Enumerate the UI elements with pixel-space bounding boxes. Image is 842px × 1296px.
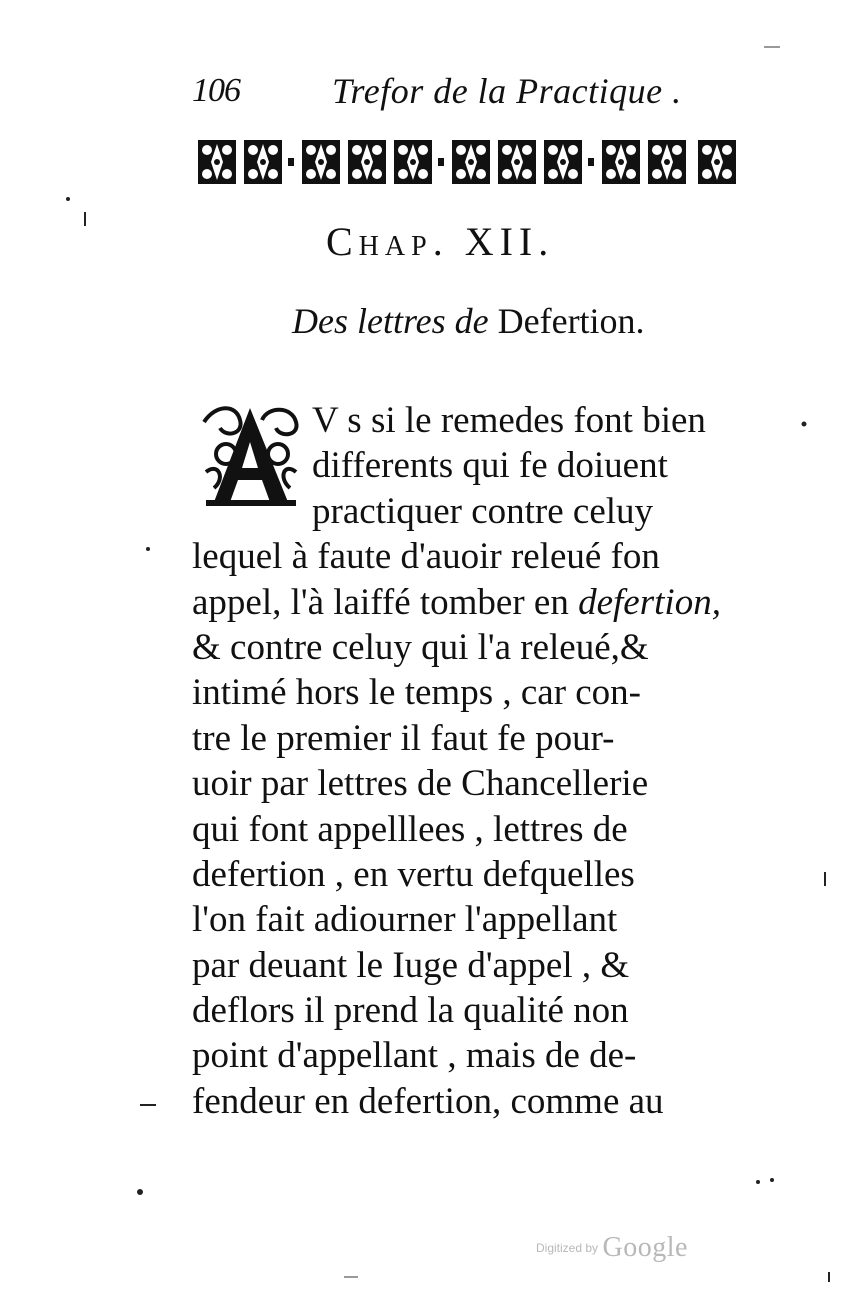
body-line: tre le premier il faut fe pour- [192, 717, 615, 759]
body-line: uoir par lettres de Chancellerie [192, 763, 649, 805]
body-text [192, 398, 752, 1124]
google-logo-text: Google [602, 1232, 688, 1263]
body-line: intimé hors le temps , car con- [192, 672, 642, 714]
body-line: deflors il prend la qualité non [192, 990, 629, 1032]
digitized-by-google-watermark [536, 1232, 688, 1264]
body-line: & contre celuy qui l'a releué,& [192, 626, 649, 668]
watermark-prefix: Digitized by [536, 1241, 599, 1255]
chapter-title-roman: Defertion. [497, 301, 645, 341]
body-line: qui font appelllees , lettres de [192, 808, 628, 850]
body-line: lequel à faute d'auoir releué fon [192, 536, 660, 578]
chapter-title [292, 300, 645, 342]
running-title: Trefor de la Practique . [332, 71, 682, 111]
chapter-heading: Chap. XII. [326, 219, 555, 264]
body-line [192, 580, 752, 625]
body-line: fendeur en defertion, comme au [192, 1080, 664, 1122]
body-line: defertion , en vertu defquelles [192, 853, 635, 895]
body-line: practiquer contre celuy [312, 490, 654, 532]
running-header [192, 66, 692, 116]
body-line: par deuant le Iuge d'appel , & [192, 944, 630, 986]
body-line-text: appel, l'à laiffé tomber en [192, 581, 569, 623]
chapter-title-italic: Des lettres de [292, 301, 489, 341]
body-line-italic: defertion, [578, 581, 721, 623]
body-line: V s si le remedes font bien [312, 400, 706, 441]
body-line: l'on fait adiourner l'appellant [192, 899, 618, 941]
ornamental-band [196, 136, 744, 188]
body-line: point d'appellant , mais de de- [192, 1035, 637, 1077]
page-number: 106 [192, 72, 240, 109]
body-line: differents qui fe doiuent [312, 445, 668, 487]
